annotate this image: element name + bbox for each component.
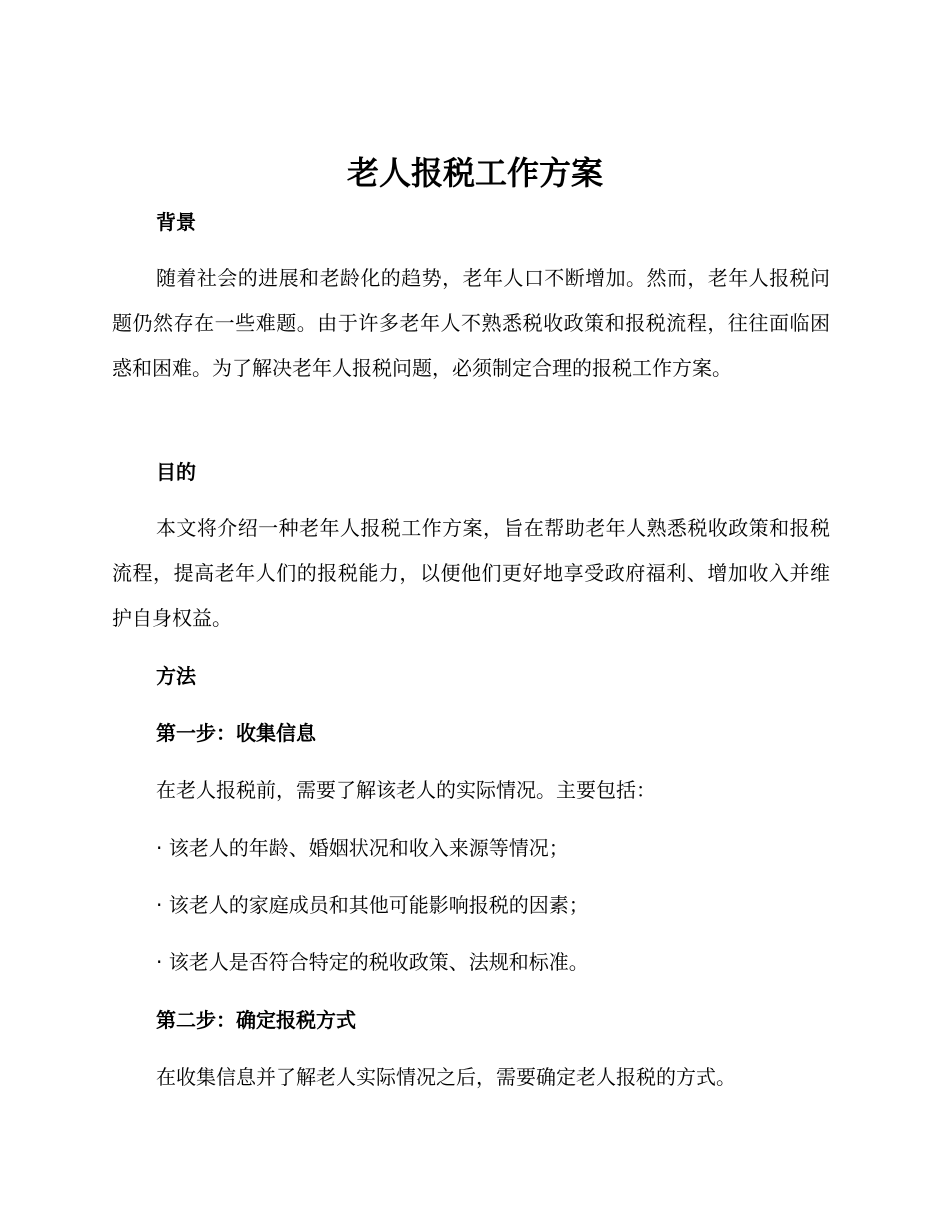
section-heading-purpose: 目的 bbox=[156, 460, 196, 484]
step1-intro: 在老人报税前，需要了解该老人的实际情况。主要包括： bbox=[156, 778, 656, 802]
step1-heading: 第一步：收集信息 bbox=[156, 721, 316, 745]
step2-intro: 在收集信息并了解老人实际情况之后，需要确定老人报税的方式。 bbox=[156, 1065, 736, 1089]
section-heading-method: 方法 bbox=[156, 664, 196, 688]
paragraph-background: 随着社会的进展和老龄化的趋势，老年人口不断增加。然而，老年人报税问题仍然存在一些难题。由于许多老年人不熟悉税收政策和报税流程，往往面临困惑和困难。为了解决老年人报税问题，必须制定合理的报税工作方案。 bbox=[112, 266, 830, 380]
bullet-item: · 该老人是否符合特定的税收政策、法规和标准。 bbox=[156, 950, 589, 974]
paragraph-purpose: 本文将介绍一种老年人报税工作方案，旨在帮助老年人熟悉税收政策和报税流程，提高老年人们的报税能力，以便他们更好地享受政府福利、增加收入并维护自身权益。 bbox=[112, 516, 830, 630]
bullet-item: · 该老人的年龄、婚姻状况和收入来源等情况； bbox=[156, 836, 569, 860]
bullet-item: · 该老人的家庭成员和其他可能影响报税的因素； bbox=[156, 893, 589, 917]
step2-heading: 第二步：确定报税方式 bbox=[156, 1008, 356, 1032]
section-heading-background: 背景 bbox=[156, 210, 196, 234]
document-title: 老人报税工作方案 bbox=[346, 154, 603, 192]
